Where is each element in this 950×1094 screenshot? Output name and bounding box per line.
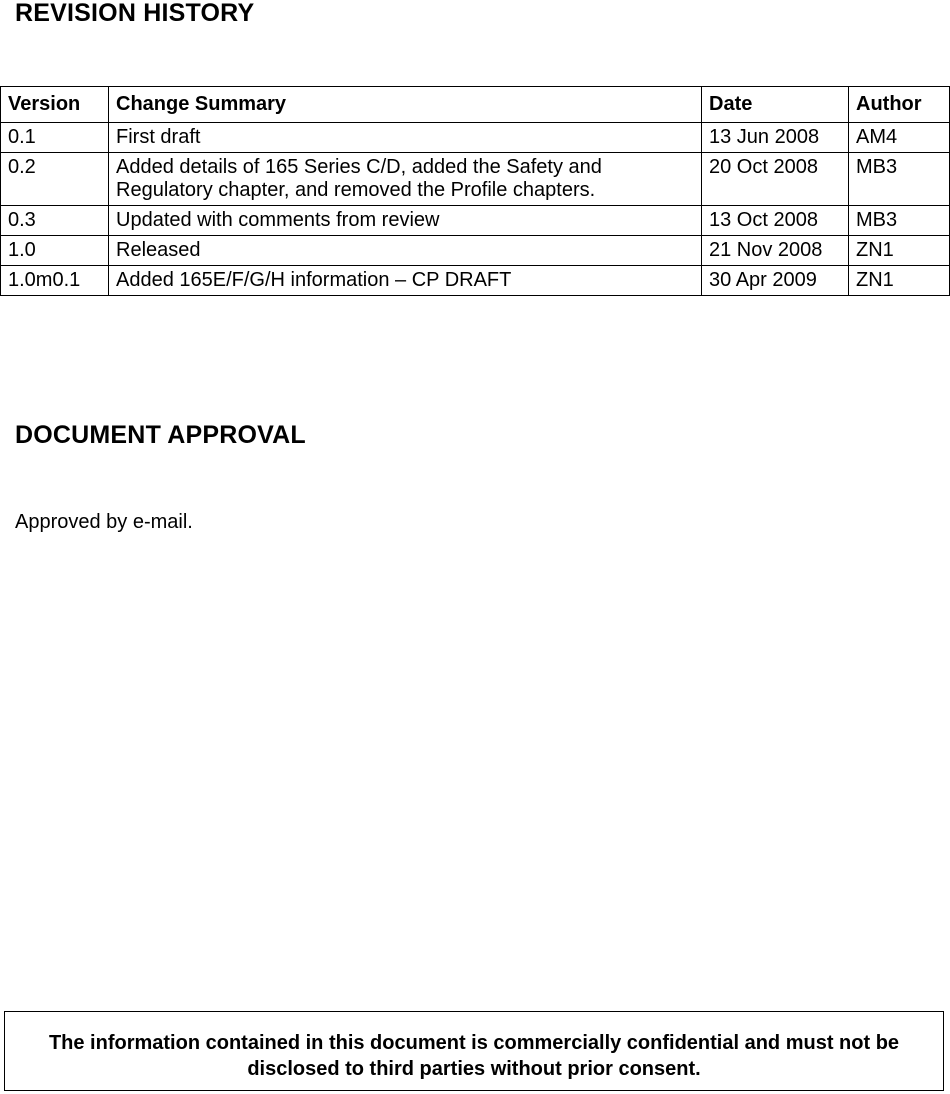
table-row [1, 123, 950, 153]
summary-cell: Updated with comments from review [109, 206, 702, 236]
date-cell: 20 Oct 2008 [702, 153, 849, 206]
author-cell: ZN1 [849, 266, 950, 296]
author-cell: ZN1 [849, 236, 950, 266]
table-row [1, 266, 950, 296]
version-cell: 1.0 [1, 236, 109, 266]
date-cell: 30 Apr 2009 [702, 266, 849, 296]
document-approval-heading: DOCUMENT APPROVAL [15, 421, 306, 449]
summary-cell: First draft [109, 123, 702, 153]
date-cell: 21 Nov 2008 [702, 236, 849, 266]
date-cell: 13 Jun 2008 [702, 123, 849, 153]
author-cell: MB3 [849, 153, 950, 206]
table-header-row [1, 87, 950, 123]
author-cell: AM4 [849, 123, 950, 153]
revision-history-heading: REVISION HISTORY [15, 0, 255, 27]
summary-cell: Added details of 165 Series C/D, added the Safety and Regulatory chapter, and removed the Profile chapters. [109, 153, 702, 206]
version-cell: 0.1 [1, 123, 109, 153]
version-cell: 0.2 [1, 153, 109, 206]
column-header-change-summary: Change Summary [109, 87, 702, 123]
revision-history-table [0, 86, 950, 296]
approval-text: Approved by e-mail. [15, 511, 193, 533]
column-header-author: Author [849, 87, 950, 123]
confidentiality-notice: The information contained in this document is commercially confidential and must not be disclosed to third parties without prior consent. [4, 1011, 944, 1091]
version-cell: 1.0m0.1 [1, 266, 109, 296]
summary-cell: Released [109, 236, 702, 266]
column-header-version: Version [1, 87, 109, 123]
author-cell: MB3 [849, 206, 950, 236]
table-row [1, 206, 950, 236]
summary-cell: Added 165E/F/G/H information – CP DRAFT [109, 266, 702, 296]
table-row [1, 153, 950, 206]
version-cell: 0.3 [1, 206, 109, 236]
date-cell: 13 Oct 2008 [702, 206, 849, 236]
column-header-date: Date [702, 87, 849, 123]
table-row [1, 236, 950, 266]
